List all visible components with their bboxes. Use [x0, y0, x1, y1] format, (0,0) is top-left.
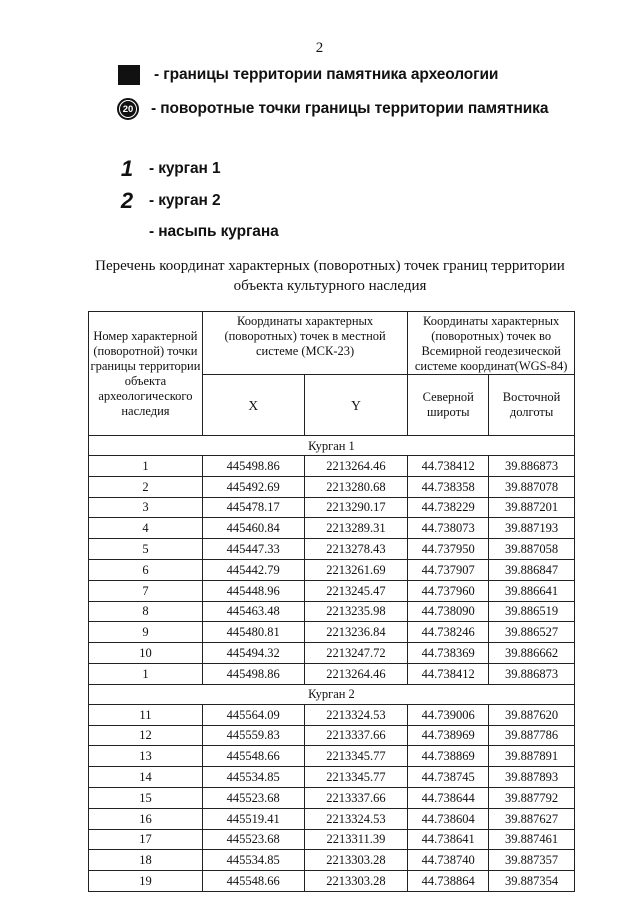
cell-longitude: 39.886527 — [489, 622, 575, 643]
cell-point-number: 13 — [89, 746, 203, 767]
cell-longitude: 39.887786 — [489, 725, 575, 746]
header-local-system: Координаты характерных (поворотных) точек в местной системе (МСК-23) — [202, 312, 407, 375]
cell-latitude: 44.738229 — [408, 497, 489, 518]
legend-text: - поворотные точки границы территории памятника — [151, 100, 549, 117]
table-row — [89, 850, 575, 871]
cell-latitude: 44.738369 — [408, 643, 489, 664]
caption-line-2: объекта культурного наследия — [233, 278, 427, 294]
cell-latitude: 44.738644 — [408, 787, 489, 808]
page-number: 2 — [315, 40, 324, 56]
table-row — [89, 539, 575, 560]
cell-y: 2213261.69 — [304, 559, 408, 580]
cell-point-number: 6 — [89, 559, 203, 580]
cell-y: 2213264.46 — [304, 456, 408, 477]
cell-x: 445447.33 — [202, 539, 304, 560]
header-y: Y — [304, 375, 408, 436]
cell-point-number: 7 — [89, 580, 203, 601]
cell-x: 445523.68 — [202, 829, 304, 850]
cell-y: 2213337.66 — [304, 725, 408, 746]
cell-y: 2213324.53 — [304, 808, 408, 829]
cell-y: 2213303.28 — [304, 850, 408, 871]
cell-latitude: 44.738740 — [408, 850, 489, 871]
cell-y: 2213337.66 — [304, 787, 408, 808]
cell-y: 2213303.28 — [304, 871, 408, 892]
header-latitude: Северной широты — [408, 375, 489, 436]
header-point-number: Номер характерной (поворотной) точки границы территории объекта археологического наследия — [89, 312, 203, 436]
table-row — [89, 476, 575, 497]
cell-latitude: 44.738412 — [408, 456, 489, 477]
group-title: Курган 1 — [89, 436, 575, 456]
table-row — [89, 497, 575, 518]
cell-x: 445559.83 — [202, 725, 304, 746]
cell-longitude: 39.887627 — [489, 808, 575, 829]
cell-point-number: 3 — [89, 497, 203, 518]
cell-latitude: 44.738864 — [408, 871, 489, 892]
cell-y: 2213345.77 — [304, 767, 408, 788]
table-row — [89, 559, 575, 580]
legend-text: - насыпь кургана — [149, 223, 279, 240]
cell-longitude: 39.887058 — [489, 539, 575, 560]
cell-x: 445480.81 — [202, 622, 304, 643]
cell-longitude: 39.887792 — [489, 787, 575, 808]
numbered-circle-icon: 20 — [117, 98, 139, 120]
group-title: Курган 2 — [89, 684, 575, 704]
cell-y: 2213236.84 — [304, 622, 408, 643]
cell-latitude: 44.738641 — [408, 829, 489, 850]
cell-latitude: 44.738246 — [408, 622, 489, 643]
table-row — [89, 871, 575, 892]
coordinates-table — [88, 311, 575, 892]
cell-latitude: 44.737907 — [408, 559, 489, 580]
cell-latitude: 44.738745 — [408, 767, 489, 788]
cell-x: 445548.66 — [202, 746, 304, 767]
table-row — [89, 829, 575, 850]
cell-point-number: 12 — [89, 725, 203, 746]
cell-latitude: 44.738358 — [408, 476, 489, 497]
table-group-row — [89, 684, 575, 704]
table-row — [89, 601, 575, 622]
cell-point-number: 1 — [89, 663, 203, 684]
legend-item-mound — [149, 223, 279, 241]
legend-item-boundary — [118, 65, 498, 85]
cell-latitude: 44.738073 — [408, 518, 489, 539]
kurgan-number-icon: 2 — [120, 188, 134, 213]
cell-longitude: 39.887354 — [489, 871, 575, 892]
cell-y: 2213311.39 — [304, 829, 408, 850]
cell-point-number: 15 — [89, 787, 203, 808]
cell-point-number: 9 — [89, 622, 203, 643]
legend-item-turning-points — [117, 98, 548, 120]
table-group-row — [89, 436, 575, 456]
cell-point-number: 5 — [89, 539, 203, 560]
cell-longitude: 39.886641 — [489, 580, 575, 601]
cell-latitude: 44.737950 — [408, 539, 489, 560]
header-wgs-system: Координаты характерных (поворотных) точек во Всемирной геодезической системе координат(WGS-84) — [408, 312, 575, 375]
cell-x: 445460.84 — [202, 518, 304, 539]
cell-point-number: 8 — [89, 601, 203, 622]
table-row — [89, 808, 575, 829]
cell-latitude: 44.738604 — [408, 808, 489, 829]
cell-y: 2213324.53 — [304, 704, 408, 725]
cell-longitude: 39.886873 — [489, 456, 575, 477]
table-row — [89, 787, 575, 808]
cell-longitude: 39.887357 — [489, 850, 575, 871]
header-longitude: Восточной долготы — [489, 375, 575, 436]
cell-point-number: 16 — [89, 808, 203, 829]
cell-x: 445534.85 — [202, 850, 304, 871]
cell-y: 2213278.43 — [304, 539, 408, 560]
cell-x: 445492.69 — [202, 476, 304, 497]
cell-point-number: 4 — [89, 518, 203, 539]
legend-text: - курган 1 — [149, 160, 221, 177]
cell-point-number: 1 — [89, 456, 203, 477]
table-row — [89, 456, 575, 477]
table-row — [89, 746, 575, 767]
cell-x: 445478.17 — [202, 497, 304, 518]
cell-latitude: 44.737960 — [408, 580, 489, 601]
cell-x: 445564.09 — [202, 704, 304, 725]
cell-latitude: 44.738090 — [408, 601, 489, 622]
legend-text: - курган 2 — [149, 192, 221, 209]
cell-y: 2213247.72 — [304, 643, 408, 664]
kurgan-number-icon: 1 — [120, 156, 134, 181]
cell-x: 445448.96 — [202, 580, 304, 601]
cell-longitude: 39.886519 — [489, 601, 575, 622]
cell-longitude: 39.887891 — [489, 746, 575, 767]
cell-longitude: 39.887193 — [489, 518, 575, 539]
cell-y: 2213235.98 — [304, 601, 408, 622]
table-body — [89, 436, 575, 892]
cell-x: 445534.85 — [202, 767, 304, 788]
legend-item-kurgan-1 — [117, 156, 220, 182]
cell-x: 445498.86 — [202, 456, 304, 477]
cell-x: 445548.66 — [202, 871, 304, 892]
table-row — [89, 518, 575, 539]
cell-y: 2213280.68 — [304, 476, 408, 497]
cell-y: 2213245.47 — [304, 580, 408, 601]
black-square-icon — [118, 65, 140, 85]
cell-point-number: 17 — [89, 829, 203, 850]
table-row — [89, 725, 575, 746]
cell-x: 445463.48 — [202, 601, 304, 622]
cell-point-number: 10 — [89, 643, 203, 664]
cell-longitude: 39.887893 — [489, 767, 575, 788]
cell-x: 445494.32 — [202, 643, 304, 664]
cell-point-number: 11 — [89, 704, 203, 725]
cell-x: 445498.86 — [202, 663, 304, 684]
cell-longitude: 39.887201 — [489, 497, 575, 518]
cell-x: 445519.41 — [202, 808, 304, 829]
cell-point-number: 14 — [89, 767, 203, 788]
table-row — [89, 767, 575, 788]
cell-point-number: 18 — [89, 850, 203, 871]
cell-point-number: 2 — [89, 476, 203, 497]
table-row — [89, 580, 575, 601]
cell-x: 445442.79 — [202, 559, 304, 580]
cell-y: 2213290.17 — [304, 497, 408, 518]
table-row — [89, 622, 575, 643]
legend-text: - границы территории памятника археологии — [154, 66, 499, 83]
cell-y: 2213289.31 — [304, 518, 408, 539]
cell-x: 445523.68 — [202, 787, 304, 808]
cell-latitude: 44.738969 — [408, 725, 489, 746]
cell-y: 2213345.77 — [304, 746, 408, 767]
cell-latitude: 44.738412 — [408, 663, 489, 684]
cell-longitude: 39.886847 — [489, 559, 575, 580]
cell-latitude: 44.738869 — [408, 746, 489, 767]
cell-longitude: 39.886662 — [489, 643, 575, 664]
cell-point-number: 19 — [89, 871, 203, 892]
table-row — [89, 643, 575, 664]
cell-latitude: 44.739006 — [408, 704, 489, 725]
legend-item-kurgan-2 — [117, 188, 220, 214]
cell-longitude: 39.886873 — [489, 663, 575, 684]
table-row — [89, 704, 575, 725]
cell-longitude: 39.887620 — [489, 704, 575, 725]
table-row — [89, 663, 575, 684]
cell-longitude: 39.887461 — [489, 829, 575, 850]
table-caption — [90, 256, 570, 296]
header-x: X — [202, 375, 304, 436]
caption-line-1: Перечень координат характерных (поворотных) точек границ территории — [95, 258, 565, 274]
cell-longitude: 39.887078 — [489, 476, 575, 497]
cell-y: 2213264.46 — [304, 663, 408, 684]
